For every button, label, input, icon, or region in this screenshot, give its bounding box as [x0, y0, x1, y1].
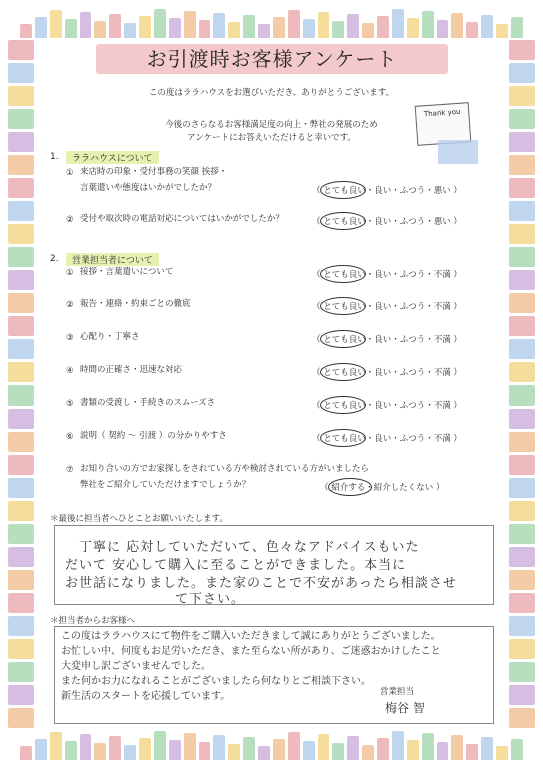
building-block	[50, 732, 62, 760]
building-block	[139, 738, 151, 760]
s2-q2-number: ②	[66, 300, 74, 310]
s2-q3-scale: （ とても良い・良い・ふつう・不満 ）	[312, 335, 462, 345]
building-block	[139, 16, 151, 38]
building-block	[362, 23, 374, 38]
building-block	[124, 23, 136, 38]
building-block	[35, 739, 47, 760]
building-block	[109, 14, 121, 38]
building-block	[303, 19, 315, 38]
building-block	[509, 247, 535, 267]
building-block	[481, 15, 493, 38]
building-block	[451, 13, 463, 38]
building-block	[509, 662, 535, 682]
building-block	[437, 20, 449, 38]
reply-line-1: この度はララハウスにて物件をご購入いただきまして誠にありがとうございました。	[61, 631, 441, 642]
building-block	[8, 708, 34, 728]
building-block	[94, 21, 106, 38]
building-block	[80, 734, 92, 760]
s2-q3-text: 心配り・丁寧さ	[80, 332, 140, 342]
building-block	[8, 616, 34, 636]
building-block	[50, 10, 62, 38]
s2-q4-text: 時間の正確さ・迅速な対応	[80, 365, 183, 375]
building-block	[184, 733, 196, 760]
s1-q1-selected-circle	[320, 181, 366, 199]
building-block	[154, 9, 166, 38]
s2-q6-selected-circle	[320, 429, 366, 447]
building-block	[8, 501, 34, 521]
section2-title: 営業担当者について	[66, 253, 159, 266]
s1-q2-selected-circle	[320, 212, 366, 230]
top-building-border	[20, 8, 523, 38]
s2-q5-selected-circle	[320, 396, 366, 414]
building-block	[228, 22, 240, 38]
s2-q2-text: 報告・連絡・約束ごとの徹底	[80, 299, 191, 309]
s2-q6-number: ⑥	[66, 432, 74, 442]
s2-q6-text: 説明（ 契約 〜 引渡 ）の分かりやすさ	[80, 431, 227, 441]
s2-q1-number: ①	[66, 268, 74, 278]
building-block	[213, 13, 225, 38]
building-block	[243, 15, 255, 38]
building-block	[509, 40, 535, 60]
comment-line-4: て下さい。	[175, 592, 246, 607]
s2-q5-scale: （ とても良い・良い・ふつう・不満 ）	[312, 401, 462, 411]
s1-q1-number: ①	[66, 168, 74, 178]
s2-q7-selected-circle	[328, 478, 372, 496]
building-block	[65, 741, 77, 760]
building-block	[318, 734, 330, 760]
building-block	[509, 224, 535, 244]
building-block	[8, 639, 34, 659]
building-block	[347, 14, 359, 38]
building-block	[466, 744, 478, 760]
s2-q7-number: ⑦	[66, 465, 74, 475]
building-block	[199, 742, 211, 760]
s2-q4-scale: （ とても良い・良い・ふつう・不満 ）	[312, 368, 462, 378]
building-block	[509, 201, 535, 221]
building-block	[213, 735, 225, 760]
building-block	[509, 362, 535, 382]
building-block	[407, 740, 419, 760]
intro-line-2: 今後のさらなるお客様満足度の向上・弊社の発展のため	[165, 120, 378, 130]
section1-number: 1.	[50, 152, 59, 162]
building-block	[496, 24, 508, 38]
section1-title: ララハウスについて	[66, 151, 159, 164]
building-block	[509, 570, 535, 590]
building-block	[184, 11, 196, 38]
building-block	[509, 339, 535, 359]
s1-q1-text-line2: 言葉遣いや態度はいかがでしたか？	[80, 183, 217, 193]
building-block	[509, 685, 535, 705]
page-title: お引渡時お客様アンケート	[146, 47, 398, 71]
building-block	[8, 478, 34, 498]
building-block	[273, 739, 285, 760]
section2-number: 2.	[50, 254, 59, 264]
building-block	[481, 737, 493, 760]
reply-line-5: 新生活のスタートを応援しています。	[61, 691, 231, 702]
building-block	[258, 24, 270, 38]
comment-box	[54, 525, 494, 605]
reply-line-2: お忙しい中、何度もお足労いただき、また至らない所があり、ご迷惑おかけしたこと	[61, 646, 441, 657]
intro-line-1: この度はララハウスをお選びいただき、ありがとうございます。	[148, 88, 395, 98]
building-block	[377, 16, 389, 38]
bottom-building-border	[20, 730, 523, 760]
s2-q1-text: 接拶・言葉遣いについて	[80, 267, 174, 277]
reply-box-label: ＊担当者からお客様へ	[50, 616, 136, 626]
building-block	[8, 155, 34, 175]
building-block	[392, 731, 404, 760]
s1-q1-text	[80, 164, 227, 196]
s2-q3-number: ③	[66, 333, 74, 343]
signature-label: 営業担当	[380, 687, 415, 697]
building-block	[8, 362, 34, 382]
building-block	[228, 744, 240, 760]
thank-you-card: Thank you	[415, 102, 472, 146]
building-block	[509, 155, 535, 175]
s2-q6-scale: （ とても良い・良い・ふつう・不満 ）	[312, 434, 462, 444]
building-block	[8, 547, 34, 567]
building-block	[8, 40, 34, 60]
building-block	[509, 293, 535, 313]
building-block	[8, 224, 34, 244]
reply-line-4: また何かお力になれることがございましたら何なりとご相談下さい。	[61, 676, 371, 687]
comment-line-2: だいて 安心して購入に至ることができました。本当に	[65, 558, 407, 573]
building-block	[8, 685, 34, 705]
building-block	[169, 18, 181, 38]
building-block	[199, 20, 211, 38]
s2-q1-selected-circle	[320, 265, 366, 283]
building-block	[8, 662, 34, 682]
building-block	[511, 17, 523, 38]
building-block	[451, 735, 463, 760]
building-illustration	[438, 140, 478, 164]
s2-q4-selected-circle	[320, 363, 366, 381]
building-block	[509, 501, 535, 521]
building-block	[288, 732, 300, 760]
building-block	[8, 339, 34, 359]
building-block	[20, 24, 32, 38]
building-block	[8, 270, 34, 290]
building-block	[509, 432, 535, 452]
s1-q2-text: 受付や取次時の電話対応についてはいかがでしたか？	[80, 214, 284, 224]
building-block	[347, 736, 359, 760]
building-block	[8, 247, 34, 267]
s1-q2-scale: （ とても良い・良い・ふつう・悪い ）	[312, 217, 462, 227]
building-block	[509, 616, 535, 636]
building-block	[362, 745, 374, 760]
building-block	[35, 17, 47, 38]
building-block	[422, 11, 434, 38]
building-block	[509, 409, 535, 429]
building-block	[509, 708, 535, 728]
building-block	[509, 639, 535, 659]
building-block	[332, 21, 344, 38]
building-block	[509, 478, 535, 498]
building-block	[509, 455, 535, 475]
building-block	[509, 270, 535, 290]
building-block	[466, 22, 478, 38]
s2-q5-number: ⑤	[66, 399, 74, 409]
reply-line-3: 大変申し訳ございませんでした。	[61, 661, 211, 672]
building-block	[377, 738, 389, 760]
s2-q5-text: 書類の受渡し・手続きのスムーズさ	[80, 398, 216, 408]
right-building-border	[509, 40, 535, 728]
building-block	[318, 12, 330, 38]
building-block	[258, 746, 270, 760]
building-block	[124, 745, 136, 760]
building-block	[94, 743, 106, 760]
building-block	[8, 293, 34, 313]
building-block	[243, 737, 255, 760]
building-block	[8, 201, 34, 221]
left-building-border	[8, 40, 34, 728]
building-block	[303, 741, 315, 760]
comment-box-label: ＊最後に担当者へひとことお願いいたします。	[50, 514, 228, 524]
building-block	[273, 17, 285, 38]
s1-q1-scale: （ とても良い・良い・ふつう・悪い ）	[312, 186, 462, 196]
building-block	[20, 746, 32, 760]
building-block	[154, 731, 166, 760]
building-block	[8, 432, 34, 452]
building-block	[392, 9, 404, 38]
building-block	[8, 178, 34, 198]
building-block	[509, 547, 535, 567]
building-block	[169, 740, 181, 760]
building-block	[8, 409, 34, 429]
building-block	[8, 385, 34, 405]
building-block	[509, 63, 535, 83]
building-block	[109, 736, 121, 760]
building-block	[509, 178, 535, 198]
building-block	[422, 733, 434, 760]
reply-box	[54, 626, 494, 724]
building-block	[80, 12, 92, 38]
intro-line-3: アンケートにお答えいただけると幸いです。	[187, 133, 356, 143]
building-block	[8, 316, 34, 336]
building-block	[332, 743, 344, 760]
building-block	[437, 742, 449, 760]
s2-q7-text-line1: お知り合いの方でお家探しをされている方や検討されている方がいましたら	[80, 464, 370, 474]
building-block	[509, 593, 535, 613]
comment-line-3: お世話になりました。また家のことで不安があったら相談させ	[65, 576, 457, 591]
s2-q2-selected-circle	[320, 297, 366, 315]
building-block	[8, 455, 34, 475]
building-block	[496, 746, 508, 760]
s2-q7-scale: （ 紹介する・紹介したくない ）	[320, 483, 445, 493]
building-block	[407, 18, 419, 38]
building-block	[65, 19, 77, 38]
building-block	[509, 524, 535, 544]
s2-q2-scale: （ とても良い・良い・ふつう・不満 ）	[312, 302, 462, 312]
s2-q7-text-line2: 弊社をご紹介していただけますでしょうか？	[80, 480, 251, 490]
building-block	[8, 524, 34, 544]
s2-q4-number: ④	[66, 366, 74, 376]
building-block	[8, 63, 34, 83]
signature-name: 梅谷 智	[385, 701, 425, 715]
building-block	[511, 739, 523, 760]
s2-q1-scale: （ とても良い・良い・ふつう・不満 ）	[312, 270, 462, 280]
s1-q1-text-line1: 来店時の印象・受付事務の笑顔 挨拶・	[80, 167, 228, 177]
s1-q2-number: ②	[66, 215, 74, 225]
building-block	[288, 10, 300, 38]
building-block	[509, 316, 535, 336]
s2-q3-selected-circle	[320, 330, 366, 348]
building-block	[8, 570, 34, 590]
building-block	[8, 593, 34, 613]
building-block	[509, 385, 535, 405]
comment-line-1: 丁寧に 応対していただいて、色々なアドバイスもいた	[79, 540, 420, 555]
